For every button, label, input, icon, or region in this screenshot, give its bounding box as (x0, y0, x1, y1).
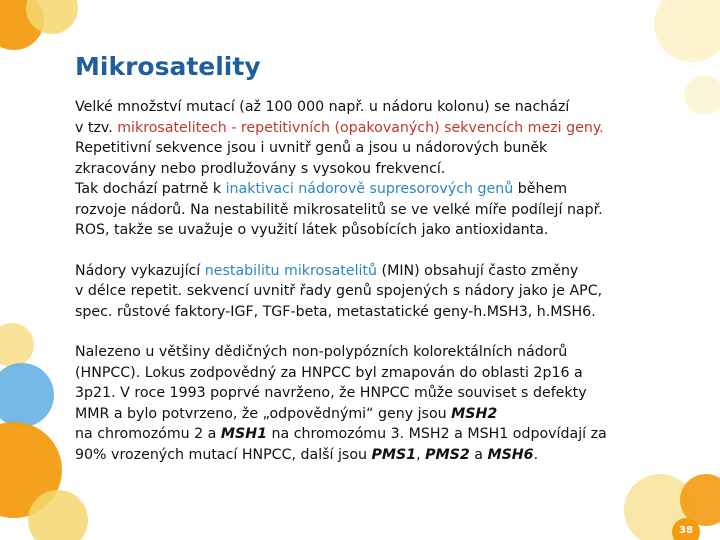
text-line: Nalezeno u většiny dědičných non-polypózních kolorektálních nádorů (75, 344, 568, 360)
paragraph-3 (75, 342, 655, 465)
gene-msh2: MSH2 (451, 405, 498, 422)
deco-circle-yellow-left (0, 323, 34, 367)
text-line: spec. růstové faktory-IGF, TGF-beta, metastatické geny-h.MSH3, h.MSH6. (75, 303, 596, 320)
slide-title: Mikrosatelity (75, 52, 261, 81)
highlight-instability: nestabilitu mikrosatelitů (204, 262, 378, 279)
text-line: zkracovány nebo prodlužovány s vysokou frekvencí. (75, 160, 446, 177)
text-line: ROS, takže se uvažuje o využití látek působících jako antioxidanta. (75, 222, 549, 238)
text-line: 90% vrozených mutací HNPCC, další jsou PMS1, PMS2 a MSH6. (75, 446, 539, 463)
text-line: Velké množství mutací (až 100 000 např. u nádoru kolonu) se nachází (75, 99, 570, 115)
deco-circle-yellow-topright (654, 0, 720, 62)
gene-pms1: PMS1 (371, 446, 417, 463)
slide-body (75, 97, 655, 465)
gene-msh6: MSH6 (487, 446, 534, 463)
gene-pms2: PMS2 (425, 446, 470, 463)
deco-circle-blue-left (0, 363, 54, 427)
text-line: MMR a bylo potvrzeno, že „odpovědnými“ geny jsou MSH2 (75, 405, 498, 422)
text-line: Repetitivní sekvence jsou i uvnitř genů a jsou u nádorových buněk (75, 140, 548, 156)
gene-msh1: MSH1 (220, 426, 267, 442)
text-line: v délce repetit. sekvencí uvnitř řady genů spojených s nádory jako je APC, (75, 283, 603, 299)
paragraph-1 (75, 97, 655, 241)
text-line: na chromozómu 2 a MSH1 na chromozómu 3. MSH2 a MSH1 odpovídají za (75, 426, 607, 442)
text-line: Nádory vykazující nestabilitu mikrosatelitů (MIN) obsahují často změny (75, 262, 579, 279)
highlight-tumor-suppressor: inaktivaci nádorově supresorových genů (225, 181, 514, 197)
paragraph-2 (75, 261, 655, 323)
highlight-microsatellites: mikrosatelitech - repetitivních (opakovaných) sekvencích mezi geny. (117, 119, 604, 136)
deco-circle-faint-right (684, 75, 720, 115)
text-line: v tzv. mikrosatelitech - repetitivních (opakovaných) sekvencích mezi geny. (75, 119, 604, 136)
page-number-badge: 38 (672, 518, 700, 540)
text-line: 3p21. V roce 1993 poprvé navrženo, že HNPCC může souviset s defekty (75, 385, 587, 401)
text-line: rozvoje nádorů. Na nestabilitě mikrosatelitů se ve velké míře podílejí např. (75, 201, 603, 218)
text-line: Tak dochází patrně k inaktivaci nádorově supresorových genů během (75, 181, 568, 197)
text-line: (HNPCC). Lokus zodpovědný za HNPCC byl zmapován do oblasti 2p16 a (75, 364, 583, 381)
